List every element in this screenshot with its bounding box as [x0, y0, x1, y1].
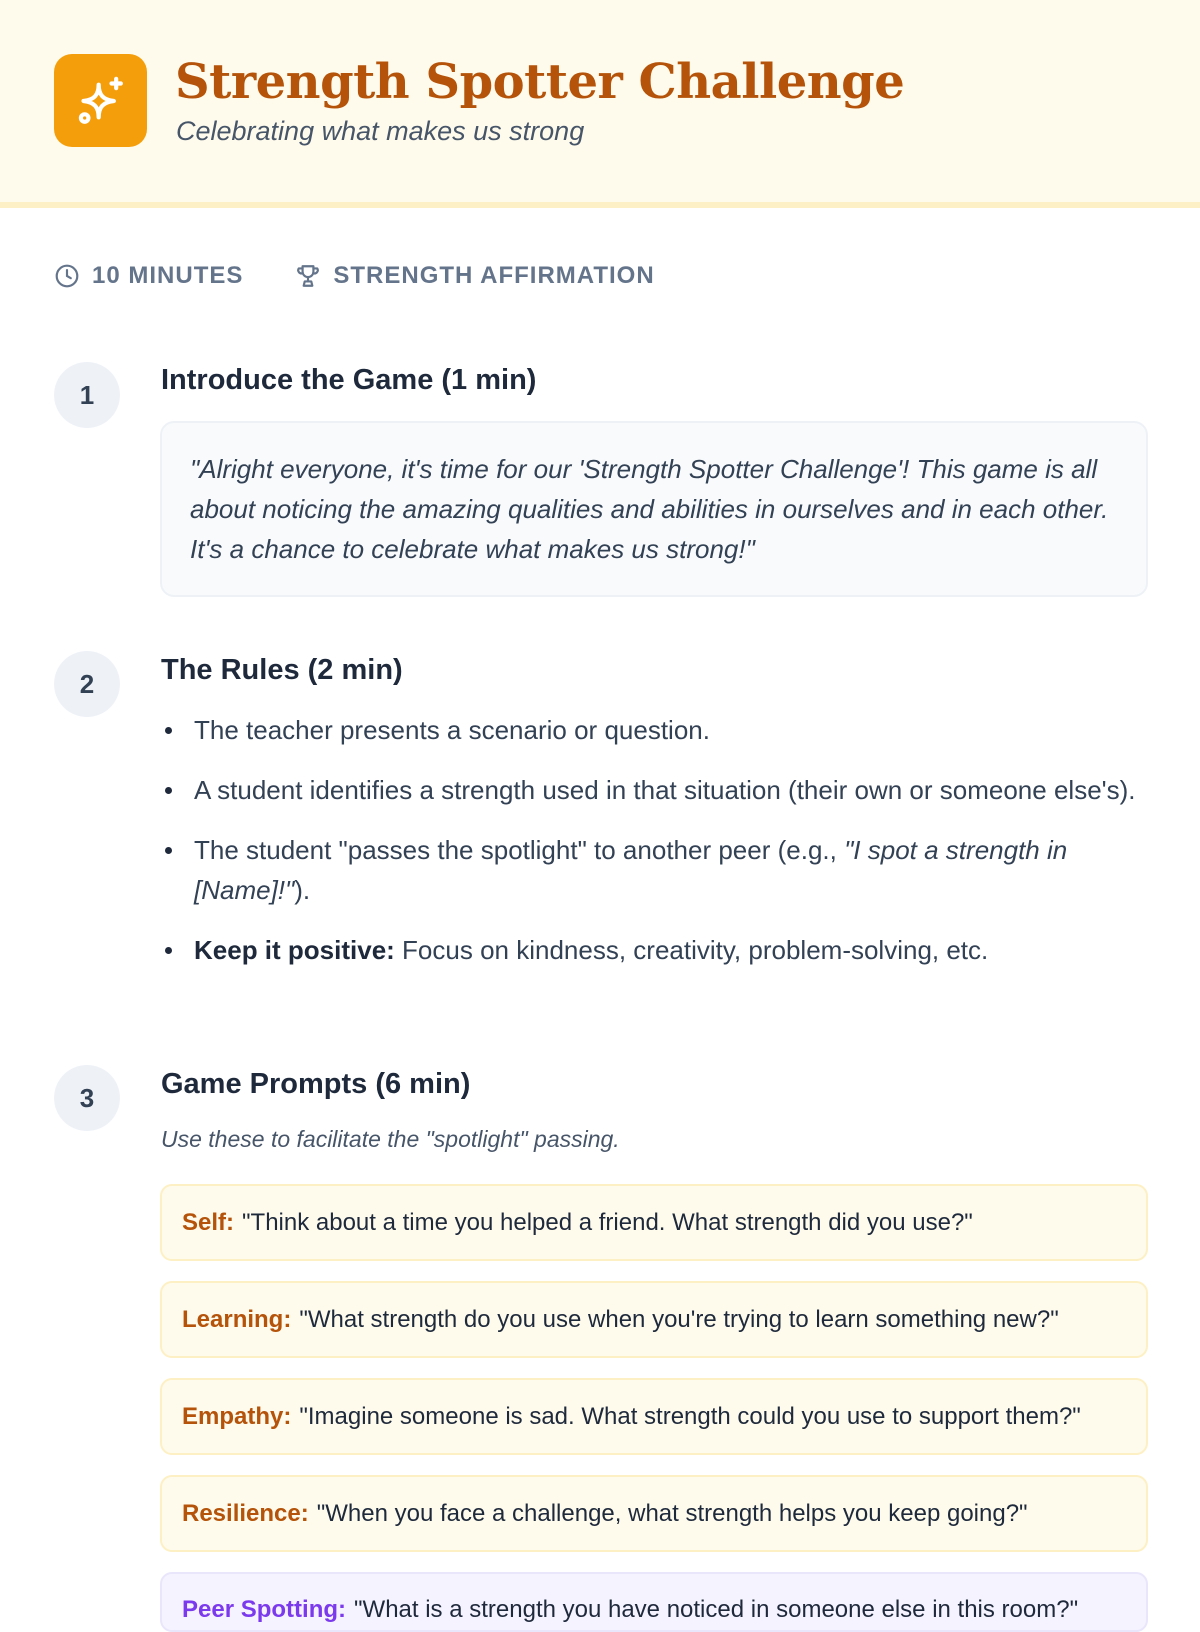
prompt-label: Empathy: — [182, 1402, 292, 1430]
category-label: STRENGTH AFFIRMATION — [333, 262, 655, 289]
rule-item: Keep it positive: Focus on kindness, creativity, problem-solving, etc. — [160, 930, 1150, 970]
duration-meta — [54, 262, 243, 290]
prompt-card-resilience — [160, 1475, 1148, 1552]
step-title-3: Game Prompts (6 min) — [161, 1068, 471, 1100]
prompts-note: Use these to facilitate the "spotlight" passing. — [161, 1126, 620, 1152]
prompt-text: "Imagine someone is sad. What strength could you use to support them?" — [299, 1402, 1081, 1430]
prompt-card-self — [160, 1184, 1148, 1261]
prompt-text: "What strength do you use when you're trying to learn something new?" — [299, 1305, 1059, 1333]
rules-list — [160, 710, 1150, 990]
prompt-label: Peer Spotting: — [182, 1596, 347, 1623]
prompt-card-learning — [160, 1281, 1148, 1358]
prompt-label: Self: — [182, 1208, 235, 1236]
duration-label: 10 MINUTES — [92, 262, 244, 289]
prompt-text: "What is a strength you have noticed in someone else in this room?" — [354, 1596, 1079, 1623]
prompt-card-empathy — [160, 1378, 1148, 1455]
step-number-1: 1 — [54, 362, 120, 428]
step-title-2: The Rules (2 min) — [161, 654, 403, 686]
prompt-text: "Think about a time you helped a friend. What strength did you use?" — [242, 1208, 973, 1236]
page-header — [0, 0, 1200, 208]
rule-item: The teacher presents a scenario or question. — [160, 710, 1150, 750]
step-number-3: 3 — [54, 1065, 120, 1131]
page-title: Strength Spotter Challenge — [175, 54, 905, 110]
trophy-icon — [295, 263, 321, 289]
logo-badge — [54, 54, 147, 147]
sparkles-icon — [73, 73, 129, 129]
rule-item: The student "passes the spotlight" to another peer (e.g., "I spot a strength in [Name]!"). — [160, 830, 1150, 910]
page-subtitle: Celebrating what makes us strong — [176, 116, 585, 146]
step-title-1: Introduce the Game (1 min) — [161, 364, 537, 396]
prompt-label: Resilience: — [182, 1499, 309, 1527]
prompt-card-peer-spotting — [160, 1572, 1148, 1632]
step-number-2: 2 — [54, 651, 120, 717]
category-meta — [295, 262, 654, 290]
prompt-text: "When you face a challenge, what strength helps you keep going?" — [316, 1499, 1028, 1527]
rule-item: A student identifies a strength used in that situation (their own or someone else's). — [160, 770, 1150, 810]
prompt-label: Learning: — [182, 1305, 292, 1333]
activity-meta — [54, 262, 707, 290]
clock-icon — [54, 263, 80, 289]
intro-script-quote: "Alright everyone, it's time for our 'Strength Spotter Challenge'! This game is all about noticing the amazing qualities and abilities in ourselves and in each other. It's a chance to celebrate what makes us strong!" — [160, 421, 1148, 597]
